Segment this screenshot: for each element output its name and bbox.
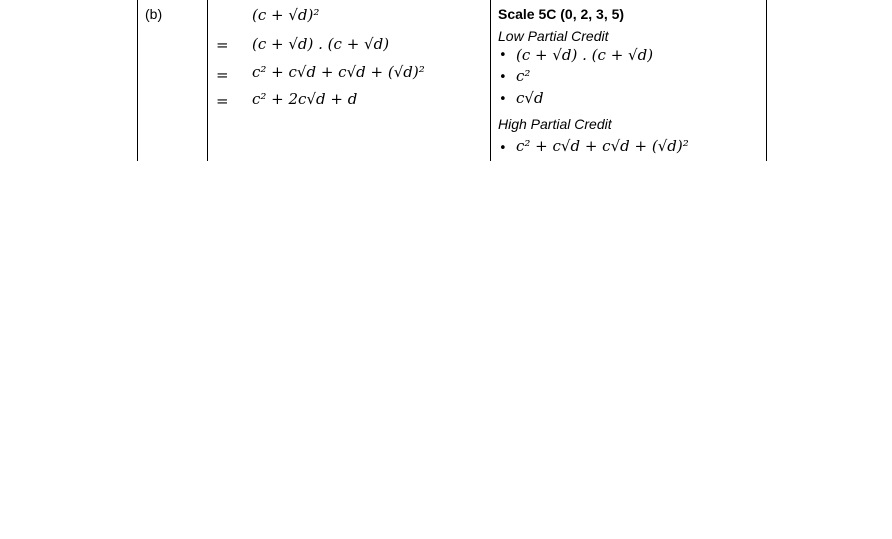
working-line-2: (c + √d) . (c + √d) xyxy=(252,35,390,53)
table-border-col2 xyxy=(207,0,208,161)
bullet-icon: • xyxy=(499,141,507,156)
bullet-icon: • xyxy=(499,70,507,85)
equals-sign-1: = xyxy=(216,36,229,54)
equals-sign-3: = xyxy=(216,92,229,110)
bullet-icon: • xyxy=(499,48,507,63)
table-border-left xyxy=(137,0,138,161)
low-partial-item-1: (c + √d) . (c + √d) xyxy=(516,46,654,64)
marking-scale: Scale 5C (0, 2, 3, 5) xyxy=(498,6,625,22)
table-border-col3 xyxy=(490,0,491,161)
equals-sign-2: = xyxy=(216,66,229,84)
working-line-1: (c + √d)² xyxy=(252,6,320,24)
high-partial-item-1: c² + c√d + c√d + (√d)² xyxy=(516,137,689,155)
part-label: (b) xyxy=(145,6,163,22)
low-partial-item-3: c√d xyxy=(516,89,544,107)
table-border-right xyxy=(766,0,767,161)
high-partial-heading: High Partial Credit xyxy=(498,116,612,132)
working-line-4: c² + 2c√d + d xyxy=(252,90,358,108)
bullet-icon: • xyxy=(499,92,507,107)
working-line-3: c² + c√d + c√d + (√d)² xyxy=(252,63,425,81)
low-partial-item-2: c² xyxy=(516,67,531,85)
low-partial-heading: Low Partial Credit xyxy=(498,28,609,44)
